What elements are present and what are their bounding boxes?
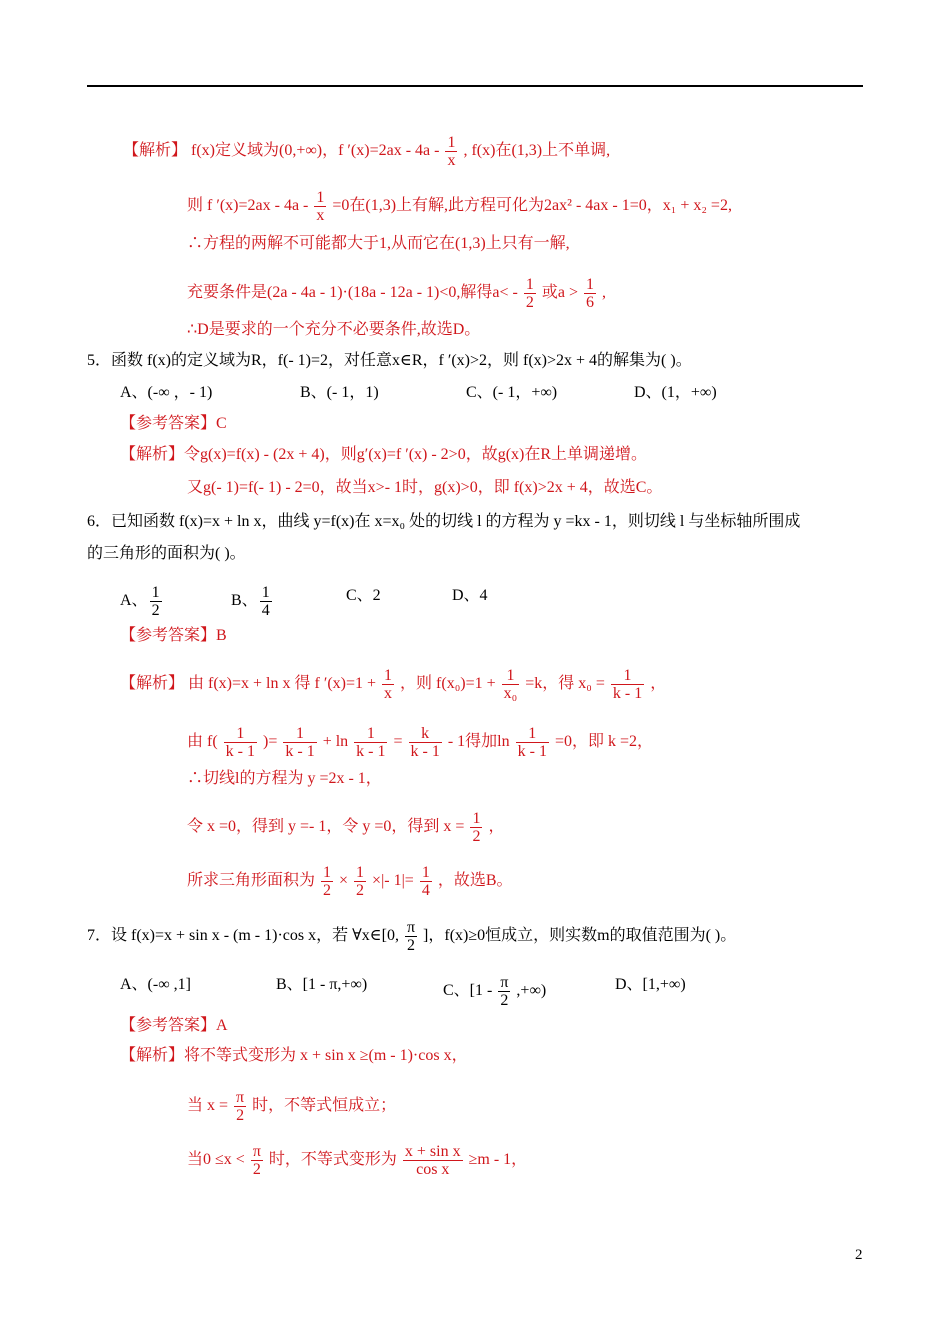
- q7-l3-text-a: 当0 ≤x <: [187, 1151, 245, 1169]
- q6-analysis-line-2: [187, 725, 653, 760]
- q6-l1-text-d: ，: [650, 675, 667, 693]
- q7-option-d: D、[1,+∞): [615, 976, 686, 993]
- q5-analysis-line-1: [120, 444, 647, 466]
- fraction: $\frac{1}{x}$: [384, 667, 393, 702]
- q5-option-c: C、(- 1，+∞): [466, 384, 558, 401]
- fraction: $\frac{1}{k - 1}$: [356, 725, 386, 760]
- q6-l2-text-e: - 1得加ln: [447, 733, 510, 751]
- fraction: $\frac{1}{2}$: [472, 810, 481, 845]
- option-label: B、: [231, 592, 258, 610]
- q7-analysis-line-1: [120, 1045, 468, 1067]
- q6-option-b: [231, 584, 274, 619]
- fraction: $\frac{1}{\text{x₀}}$: [503, 667, 518, 702]
- fraction: $\frac{1}{x}$: [316, 189, 325, 224]
- q5-answer: [120, 413, 227, 435]
- q7-analysis-line-2: [187, 1089, 396, 1124]
- q6-l5-text-a: 所求三角形面积为: [187, 872, 316, 890]
- q6-l2-text-a: 由 f(: [187, 733, 218, 751]
- fraction: $\frac{1}{x}$: [447, 134, 456, 169]
- q6-l2-text-b: )=: [263, 733, 278, 751]
- q6-analysis-line-4: [187, 810, 504, 845]
- q6-l1-text-a: 由 f(x)=x + ln x 得 f ′(x)=1 +: [188, 675, 377, 693]
- q6-analysis-line-3: ∴切线l的方程为 y =2x - 1，: [187, 770, 382, 787]
- answer-value: C: [216, 415, 227, 432]
- q7-l2-text-a: 当 x =: [187, 1097, 229, 1115]
- q6-l4-text-a: 令 x =0，得到 y =- 1，令 y =0，得到 x =: [187, 818, 465, 836]
- q5-stem: 5．函数 f(x)的定义域为R，f(- 1)=2，对任意x∈R，f ′(x)>2，则 f(x)>2x + 4的解集为( )。: [87, 352, 692, 369]
- q4-l1-text-b: , f(x)在(1,3)上不单调,: [463, 142, 611, 160]
- q4-l4-text-b: 或a >: [541, 284, 578, 302]
- fraction: $\frac{\pi}{2}$: [236, 1089, 245, 1124]
- q6-answer: [120, 625, 227, 647]
- page-number: 2: [855, 1247, 863, 1263]
- fraction: $\frac{\text{x + sin x}}{\text{cos x}}$: [404, 1143, 461, 1178]
- q7-l3-text-c: ≥m - 1，: [468, 1151, 528, 1169]
- q5-option-d: D、(1，+∞): [634, 384, 717, 401]
- q6-l4-text-b: ，: [488, 818, 505, 836]
- analysis-tag: 【解析】: [120, 1047, 185, 1064]
- option-label: A、: [120, 592, 148, 610]
- fraction: $\frac{1}{k - 1}$: [285, 725, 315, 760]
- fraction: $\frac{1}{2}$: [356, 864, 365, 899]
- q7-optc-text-b: ,+∞): [516, 982, 547, 1000]
- q4-analysis-line-4: [187, 276, 606, 311]
- q5-option-a: A、(-∞ ，- 1): [120, 384, 213, 401]
- fraction: $\frac{\pi}{2}$: [406, 919, 416, 954]
- q6-option-d: D、4: [452, 587, 488, 604]
- q6-l1-text-c: =k，得 x₀ =: [525, 675, 605, 693]
- q5-option-b: B、(- 1，1): [300, 384, 379, 401]
- fraction: $\frac{1}{k - 1}$: [612, 667, 643, 702]
- fraction: $\frac{1}{k - 1}$: [225, 725, 255, 760]
- q7-stem-text-a: 7．设 f(x)=x + sin x - (m - 1)·cos x，若 ∀x∈[0,: [87, 927, 399, 945]
- q6-stem-2: 的三角形的面积为( )。: [87, 545, 246, 562]
- answer-tag: 【参考答案】: [120, 415, 217, 432]
- q7-l2-text-b: 时，不等式恒成立；: [252, 1097, 397, 1115]
- q4-l4-text-a: 充要条件是(2a - 4a - 1)·(18a - 12a - 1)<0,解得a< -: [187, 284, 518, 302]
- answer-value: B: [216, 627, 227, 644]
- q7-option-c: [443, 974, 546, 1009]
- fraction: $\frac{1}{6}$: [585, 276, 594, 311]
- fraction: $\frac{\pi}{2}$: [252, 1143, 261, 1178]
- q7-stem: [87, 919, 736, 954]
- q7-option-b: B、[1 - π,+∞): [276, 976, 368, 993]
- q7-optc-text-a: C、[1 -: [443, 982, 493, 1000]
- q6-l2-text-g: =0，即 k =2，: [554, 733, 654, 751]
- q7-l1-text: 将不等式变形为 x + sin x ≥(m - 1)·cos x，: [184, 1047, 468, 1064]
- fraction: $\frac{1}{2}$: [151, 584, 160, 619]
- q6-analysis-line-1: [120, 667, 666, 702]
- q6-l5-text-c: ×|- 1|=: [372, 872, 414, 890]
- fraction: $\frac{1}{4}$: [421, 864, 430, 899]
- q6-stem-1: 6．已知函数 f(x)=x + ln x，曲线 y=f(x)在 x=x₀ 处的切线 l 的方程为 y =kx - 1，则切线 l 与坐标轴所围成: [87, 513, 801, 530]
- fraction: $\frac{1}{2}$: [323, 864, 332, 899]
- analysis-tag: 【解析】: [120, 446, 185, 463]
- q6-analysis-line-5: [187, 864, 513, 899]
- q4-analysis-line-3: ∴方程的两解不可能都大于1,从而它在(1,3)上只有一解,: [187, 235, 570, 252]
- answer-tag: 【参考答案】: [120, 627, 217, 644]
- q7-option-a: A、(-∞ ,1]: [120, 976, 191, 993]
- q6-l5-text-d: ，故选B。: [437, 872, 513, 890]
- fraction: $\frac{1}{2}$: [525, 276, 534, 311]
- q4-l2-text-b: =0在(1,3)上有解,此方程可化为2ax² - 4ax - 1=0，x₁ + x₂ =2,: [332, 197, 732, 215]
- answer-tag: 【参考答案】: [120, 1017, 217, 1034]
- q4-l2-text-a: 则 f ′(x)=2ax - 4a -: [187, 197, 309, 215]
- q6-l2-text-c: + ln: [322, 733, 349, 751]
- q4-l4-text-c: ,: [601, 284, 606, 302]
- fraction: $\frac{\pi}{2}$: [500, 974, 509, 1009]
- q4-analysis-line-2: [187, 189, 732, 224]
- q4-analysis-line-5: ∴D是要求的一个充分不必要条件,故选D。: [187, 321, 481, 338]
- q7-stem-text-b: ]，f(x)≥0恒成立，则实数m的取值范围为( )。: [423, 927, 737, 945]
- answer-value: A: [216, 1017, 228, 1034]
- q7-l3-text-b: 时，不等式变形为: [268, 1151, 397, 1169]
- q6-l1-text-b: ，则 f(x₀)=1 +: [400, 675, 496, 693]
- header-rule: [87, 85, 863, 87]
- q4-analysis-line-1: [123, 134, 610, 169]
- q6-option-a: [120, 584, 164, 619]
- analysis-tag: 【解析】: [120, 675, 185, 693]
- analysis-tag: 【解析】: [123, 142, 188, 160]
- q5-analysis-line-2: 又g(- 1)=f(- 1) - 2=0，故当x>- 1时，g(x)>0，即 f(x)>2x + 4，故选C。: [187, 479, 663, 496]
- q6-l2-text-d: =: [393, 733, 403, 751]
- q6-option-c: C、2: [346, 587, 381, 604]
- q7-analysis-line-3: [187, 1143, 527, 1178]
- q4-l1-text-a: f(x)定义域为(0,+∞)，f ′(x)=2ax - 4a -: [191, 142, 440, 160]
- q7-answer: [120, 1015, 228, 1037]
- q6-l5-text-b: ×: [339, 872, 349, 890]
- q5-l1-text: 令g(x)=f(x) - (2x + 4)，则g′(x)=f ′(x) - 2>0，故g(x)在R上单调递增。: [184, 446, 648, 463]
- fraction: $\frac{k}{k - 1}$: [410, 725, 440, 760]
- fraction: $\frac{1}{4}$: [261, 584, 270, 619]
- fraction: $\frac{1}{k - 1}$: [517, 725, 547, 760]
